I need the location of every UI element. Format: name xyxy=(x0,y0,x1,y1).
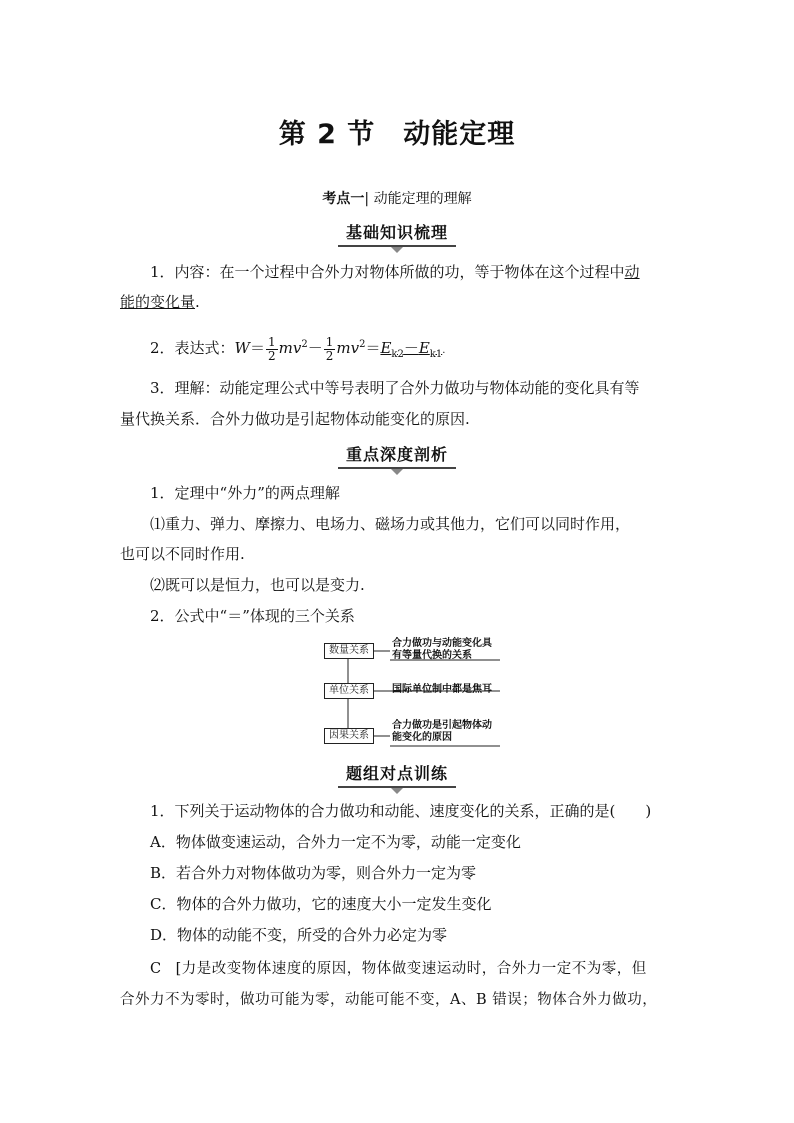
subscript: k1 xyxy=(429,349,443,360)
diagram-text-line: 合力做功与动能变化具 xyxy=(392,638,492,649)
formula-op: ＝ xyxy=(249,339,265,357)
basics-p3-line1: 3．理解：动能定理公式中等号表明了合外力做功与物体动能的变化具有等 xyxy=(150,379,640,397)
section-label: 基础知识梳理 xyxy=(345,223,448,242)
option-b: B．若合外力对物体做功为零，则合外力一定为零 xyxy=(150,864,477,882)
frac-num: 1 xyxy=(267,334,276,349)
analysis-p1-line1: ⑴重力、弹力、摩擦力、电场力、磁场力或其他力，它们可以同时作用， xyxy=(150,515,631,533)
exponent: 2 xyxy=(301,339,308,350)
diagram-text-line: 有等量代换的关系 xyxy=(392,650,472,661)
frac-den: 2 xyxy=(267,348,276,363)
formula-var: E xyxy=(380,339,392,357)
formula-op: ＝ xyxy=(365,339,381,357)
answer-letter: C xyxy=(150,961,162,977)
basics-p1-line1 xyxy=(150,262,640,282)
option-d: D．物体的动能不变，所受的合外力必定为零 xyxy=(150,926,448,944)
fraction xyxy=(324,336,336,363)
formula-op: － xyxy=(403,339,419,357)
diagram-text-cause xyxy=(392,720,492,744)
subscript: k2 xyxy=(391,349,404,360)
punctuation: . xyxy=(195,293,200,311)
basics-p1-line2 xyxy=(120,292,200,312)
diagram-text-line: 合力做功是引起物体动 xyxy=(392,720,492,731)
section-divider xyxy=(338,245,456,247)
diagram-text-unit xyxy=(392,684,492,696)
diagram-box-unit: 单位关系 xyxy=(324,683,374,699)
underlined-answer xyxy=(380,339,443,360)
punctuation: . xyxy=(442,345,446,356)
answer-line-2: 合外力不为零时，做功可能为零，动能可能不变，A、B 错误；物体合外力做功， xyxy=(120,992,658,1008)
question-stem: 1．下列关于运动物体的合力做功和动能、速度变化的关系，正确的是( ) xyxy=(150,802,652,820)
topic-separator: | xyxy=(364,191,370,207)
section-divider xyxy=(338,467,456,469)
section-arrow-icon xyxy=(391,469,403,475)
basics-p3-line2: 量代换关系．合外力做功是引起物体动能变化的原因. xyxy=(120,410,470,428)
diagram-text-quantity xyxy=(392,638,492,662)
answer-text: [力是改变物体速度的原因，物体做变速运动时，合外力一定不为零，但 xyxy=(175,961,647,977)
section-arrow-icon xyxy=(391,788,403,794)
section-label: 重点深度剖析 xyxy=(345,445,448,464)
section-header-basics xyxy=(0,220,794,253)
section-header-exercise xyxy=(0,761,794,794)
analysis-p1-line2: 也可以不同时作用. xyxy=(120,545,245,563)
formula-var: E xyxy=(418,339,430,357)
basics-p2-formula xyxy=(150,330,445,370)
diagram-box-quantity: 数量关系 xyxy=(324,643,374,659)
formula-op: － xyxy=(307,339,323,357)
analysis-p2: ⑵既可以是恒力，也可以是变力. xyxy=(150,576,365,594)
analysis-heading-2: 2．公式中“＝”体现的三个关系 xyxy=(150,607,355,625)
option-c: C．物体的合外力做功，它的速度大小一定发生变化 xyxy=(150,895,492,913)
frac-den: 2 xyxy=(325,348,334,363)
basics-p1-text: 1．内容：在一个过程中合外力对物体所做的功，等于物体在这个过程中 xyxy=(150,263,625,281)
topic-tag: 考点一 xyxy=(322,191,365,207)
section-header-analysis xyxy=(0,442,794,475)
section-divider xyxy=(338,786,456,788)
section-arrow-icon xyxy=(391,247,403,253)
exponent: 2 xyxy=(359,339,366,350)
diagram-box-cause: 因果关系 xyxy=(324,728,374,744)
fraction xyxy=(266,336,278,363)
diagram-text-line: 能变化的原因 xyxy=(392,732,452,743)
underlined-answer: 能的变化量 xyxy=(120,293,196,311)
formula-var: mv xyxy=(278,339,302,357)
topic-text: 动能定理的理解 xyxy=(373,191,472,207)
formula-label: 2．表达式： xyxy=(150,339,235,357)
formula-var: W xyxy=(234,339,250,357)
relations-diagram xyxy=(318,640,508,748)
option-a: A．物体做变速运动，合外力一定不为零，动能一定变化 xyxy=(150,833,521,851)
topic-heading xyxy=(0,188,794,208)
frac-num: 1 xyxy=(325,334,334,349)
analysis-heading-1: 1．定理中“外力”的两点理解 xyxy=(150,484,340,502)
section-title: 第 2 节 动能定理 xyxy=(278,119,516,150)
formula-var: mv xyxy=(336,339,360,357)
section-label: 题组对点训练 xyxy=(345,764,448,783)
underlined-answer: 动 xyxy=(624,263,640,281)
answer-line-1 xyxy=(150,957,647,978)
diagram-text-line: 国际单位制中都是焦耳 xyxy=(392,684,492,695)
